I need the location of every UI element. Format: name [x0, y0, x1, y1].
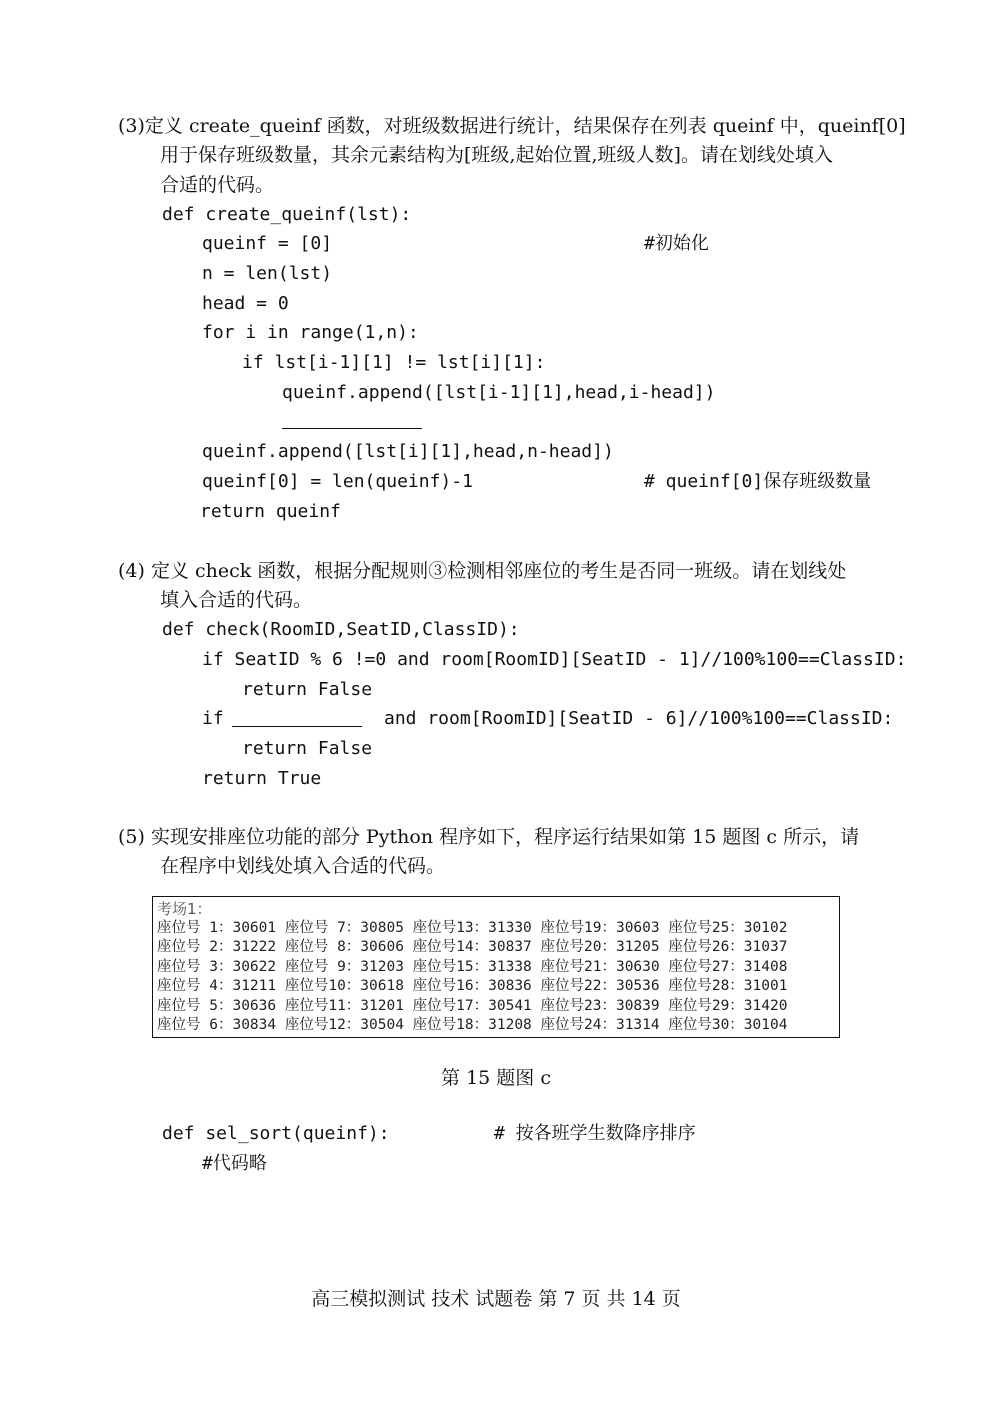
q3-code-append-final: queinf.append([lst[i][1],head,n-head]): [202, 441, 614, 462]
q4-code-return-false-2: return False: [242, 738, 373, 759]
q4-code-def: def check(RoomID,SeatID,ClassID):: [162, 619, 520, 640]
q4-code-return-true: return True: [202, 768, 322, 789]
figure-row-5: 座位号 5：30636 座位号11：31201 座位号17：30541 座位号23：30839 座位号29：31420: [157, 998, 788, 1014]
q4-code-if-2: if: [202, 708, 224, 729]
q3-code-n: n = len(lst): [202, 263, 333, 284]
q3-code-append-inner: queinf.append([lst[i-1][1],head,i-head]): [282, 382, 716, 403]
sel-sort-def: def sel_sort(queinf):: [162, 1123, 390, 1144]
q3-code-head: head = 0: [202, 293, 289, 314]
q4-code-if-2-condition: and room[RoomID][SeatID - 6]//100%100==ClassID:: [384, 708, 894, 729]
figure-row-6: 座位号 6：30834 座位号12：30504 座位号18：31208 座位号24：31314 座位号30：30104: [157, 1017, 788, 1033]
q5-text-line-1: (5) 实现安排座位功能的部分 Python 程序如下，程序运行结果如第 15 题图 c 所示，请: [118, 826, 860, 848]
q3-text-line-2: 用于保存班级数量，其余元素结构为[班级,起始位置,班级人数]。请在划线处填入: [160, 144, 833, 166]
figure-caption: 第 15 题图 c: [441, 1067, 551, 1089]
q3-text-line-3: 合适的代码。: [160, 174, 275, 196]
figure-row-4: 座位号 4：31211 座位号10：30618 座位号16：30836 座位号22：30536 座位号28：31001: [157, 978, 788, 994]
q3-code-comment-init: #初始化: [644, 233, 709, 254]
q3-code-if: if lst[i-1][1] != lst[i][1]:: [242, 352, 546, 373]
q3-code-count: queinf[0] = len(queinf)-1: [202, 471, 473, 492]
sel-sort-body: #代码略: [202, 1153, 267, 1174]
seat-result-figure: [152, 896, 840, 1038]
q4-code-if-1: if SeatID % 6 !=0 and room[RoomID][SeatID - 1]//100%100==ClassID:: [202, 649, 907, 670]
q4-text-line-1: (4) 定义 check 函数，根据分配规则③检测相邻座位的考生是否同一班级。请在划线处: [118, 560, 847, 582]
q3-code-init: queinf = [0]: [202, 233, 333, 254]
figure-row-2: 座位号 2：31222 座位号 8：30606 座位号14：30837 座位号20：31205 座位号26：31037: [157, 939, 788, 955]
q3-code-comment-count: # queinf[0]保存班级数量: [644, 471, 872, 492]
q3-code-for: for i in range(1,n):: [202, 322, 419, 343]
q3-text-line-1: (3)定义 create_queinf 函数，对班级数据进行统计，结果保存在列表 queinf 中，queinf[0]: [118, 115, 906, 137]
q4-text-line-2: 填入合适的代码。: [160, 589, 313, 611]
figure-title: 考场1：: [157, 900, 212, 918]
page-footer: 高三模拟测试 技术 试题卷 第 7 页 共 14 页: [311, 1288, 681, 1310]
figure-row-1: 座位号 1：30601 座位号 7：30805 座位号13：31330 座位号19：30603 座位号25：30102: [157, 920, 788, 936]
figure-row-3: 座位号 3：30622 座位号 9：31203 座位号15：31338 座位号21：30630 座位号27：31408: [157, 959, 788, 975]
sel-sort-comment: # 按各班学生数降序排序: [494, 1123, 696, 1144]
q3-code-def: def create_queinf(lst):: [162, 204, 412, 225]
q3-answer-blank[interactable]: [282, 428, 422, 429]
q4-code-return-false-1: return False: [242, 679, 373, 700]
q5-text-line-2: 在程序中划线处填入合适的代码。: [160, 855, 446, 877]
q3-code-return: return queinf: [200, 501, 341, 522]
q4-answer-blank[interactable]: [232, 726, 362, 727]
